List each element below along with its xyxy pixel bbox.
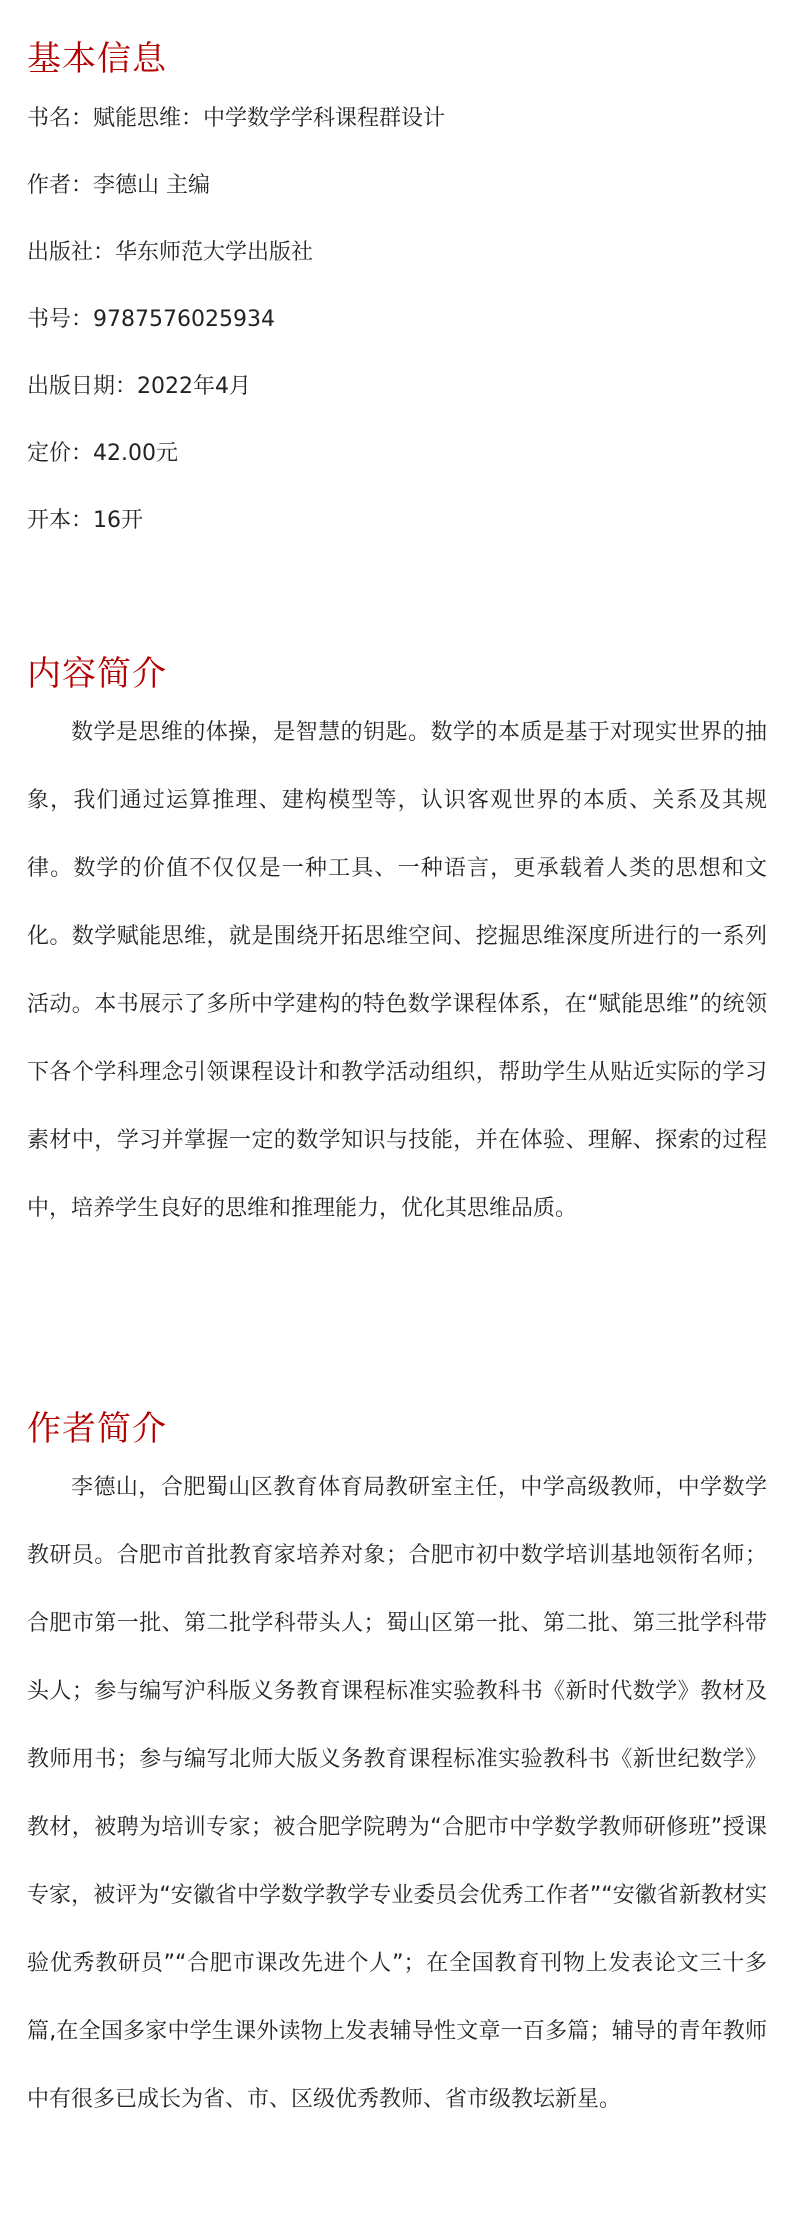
basic-info-heading: 基本信息 xyxy=(27,39,167,79)
author-summary-text: 李德山，合肥蜀山区教育体育局教研室主任，中学高级教师，中学数学教研员。合肥市首批教育家培养对象；合肥市初中数学培训基地领衔名师；合肥市第一批、第二批学科带头人；蜀山区第一批、第二批、第三批学科带头人；参与编写沪科版义务教育课程标准实验教科书《新时代数学》教材及教师用书；参与编写北师大版义务教育课程标准实验教科书《新世纪数学》教材，被聘为培训专家；被合肥学院聘为“合肥市中学数学教师研修班”授课专家，被评为“安徽省中学数学教学专业委员会优秀工作者”“安徽省新教材实验优秀教研员”“合肥市课改先进个人”；在全国教育刊物上发表论文三十多篇,在全国多家中学生课外读物上发表辅导性文章一百多篇；辅导的青年教师中有很多已成长为省、市、区级优秀教师、省市级教坛新星。 xyxy=(27,1475,767,2112)
info-publisher: 出版社：华东师范大学出版社 xyxy=(27,240,314,265)
content-summary-heading: 内容简介 xyxy=(27,654,167,694)
info-isbn: 书号：9787576025934 xyxy=(27,307,275,332)
author-summary-heading: 作者简介 xyxy=(27,1409,167,1449)
author-summary-section xyxy=(27,1409,767,2134)
basic-info-section xyxy=(27,39,767,554)
basic-info-list xyxy=(27,85,767,554)
info-book-title: 书名：赋能思维：中学数学学科课程群设计 xyxy=(27,106,446,131)
content-summary-section xyxy=(27,654,767,1243)
content-summary-text: 数学是思维的体操，是智慧的钥匙。数学的本质是基于对现实世界的抽象，我们通过运算推理、建构模型等，认识客观世界的本质、关系及其规律。数学的价值不仅仅是一种工具、一种语言，更承载着人类的思想和文化。数学赋能思维，就是围绕开拓思维空间、挖掘思维深度所进行的一系列活动。本书展示了多所中学建构的特色数学课程体系，在“赋能思维”的统领下各个学科理念引领课程设计和教学活动组织，帮助学生从贴近实际的学习素材中，学习并掌握一定的数学知识与技能，并在体验、理解、探索的过程中，培养学生良好的思维和推理能力，优化其思维品质。 xyxy=(27,720,767,1221)
info-publish-date: 出版日期：2022年4月 xyxy=(27,374,251,399)
info-format: 开本：16开 xyxy=(27,508,143,533)
info-price: 定价：42.00元 xyxy=(27,441,178,466)
info-author: 作者：李德山 主编 xyxy=(27,173,210,198)
